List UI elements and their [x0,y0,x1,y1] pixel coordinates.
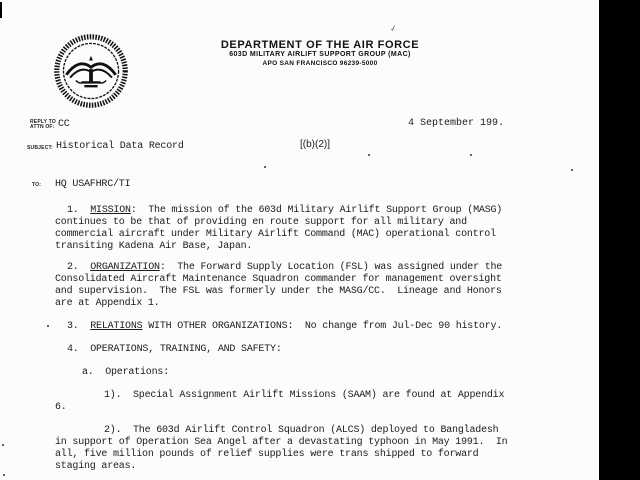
body-line [55,241,252,253]
body-text: are at Appendix 1. [55,298,160,309]
body-text: commercial aircraft under Military Airlift Command (MAC) operational control [55,229,496,240]
body-line [82,367,169,379]
body-line [55,402,67,414]
body-line [104,390,504,402]
body-line [55,461,136,473]
pencil-check-mark: ✓ [389,23,398,34]
air-force-seal-icon [53,33,129,109]
body-line [104,425,498,437]
scan-corner-mark [0,2,2,18]
scan-speck [3,474,5,476]
body-text: WITH OTHER ORGANIZATIONS: No change from Jul-Dec 90 history. [142,321,503,332]
underlined-heading: RELATIONS [90,321,143,332]
subject-value: Historical Data Record [56,141,184,152]
body-text: Consolidated Aircraft Maintenance Squadron commander for management oversight [55,274,502,285]
letterhead-unit: 603D MILITARY AIRLIFT SUPPORT GROUP (MAC) [229,51,411,58]
scan-speck [368,154,370,156]
underlined-heading: ORGANIZATION [90,262,160,273]
body-text: a. Operations: [82,367,170,378]
body-line [55,437,507,449]
scan-black-band [599,0,640,480]
scan-speck [571,169,573,171]
body-text: staging areas. [55,461,137,472]
body-text: 1. [67,205,91,216]
scan-speck [47,325,49,327]
body-line [55,298,159,310]
foia-redaction-tag: [(b)(2)] [300,139,330,150]
underlined-heading: MISSION [90,205,131,216]
body-text: transiting Kadena Air Base, Japan. [55,241,253,252]
body-text: in support of Operation Sea Angel after a devastating typhoon in May 1991. In [55,437,508,448]
body-text: and supervision. The FSL was formerly under the MASG/CC. Lineage and Honors [55,286,502,297]
subject-label: SUBJECT: [27,145,54,151]
office-symbol: CC [58,119,70,130]
body-text: 6. [55,402,67,413]
letterhead-address: APO SAN FRANCISCO 96239-5000 [262,60,378,67]
body-text: 2). The 603d Airlift Control Squadron (ALCS) deployed to Bangladesh [104,425,499,436]
body-text: all, five million pounds of relief supplies were trans shipped to forward [55,449,479,460]
body-text: 1). Special Assignment Airlift Missions (SAAM) are found at Appendix [104,390,505,401]
reply-to-label [30,120,56,130]
body-line [67,344,282,356]
body-text: 2. [67,262,91,273]
reply-to-label-line1: REPLY TO [30,119,56,125]
memo-date: 4 September 199. [408,118,505,129]
body-line [55,229,496,241]
scan-speck [2,444,4,446]
letterhead-agency: DEPARTMENT OF THE AIR FORCE [220,39,420,51]
body-text: continues to be that of providing en route support for all military and [55,217,467,228]
body-line [67,262,502,274]
to-value: HQ USAFHRC/TI [55,179,131,190]
body-text: 4. OPERATIONS, TRAINING, AND SAFETY: [67,344,282,355]
body-line [55,286,502,298]
scan-speck [470,154,472,156]
body-text: 3. [67,321,91,332]
to-label: TO: [32,182,42,188]
scan-speck [264,166,266,168]
attn-of-label-line2: ATTN OF: [30,124,55,130]
body-line [67,321,502,333]
body-line [55,449,478,461]
body-text: : The Forward Supply Location (FSL) was assigned under the [159,262,503,273]
body-line [55,217,467,229]
body-line [55,274,502,286]
body-text: : The mission of the 603d Military Airlift Support Group (MASG) [130,205,503,216]
body-line [67,205,502,217]
